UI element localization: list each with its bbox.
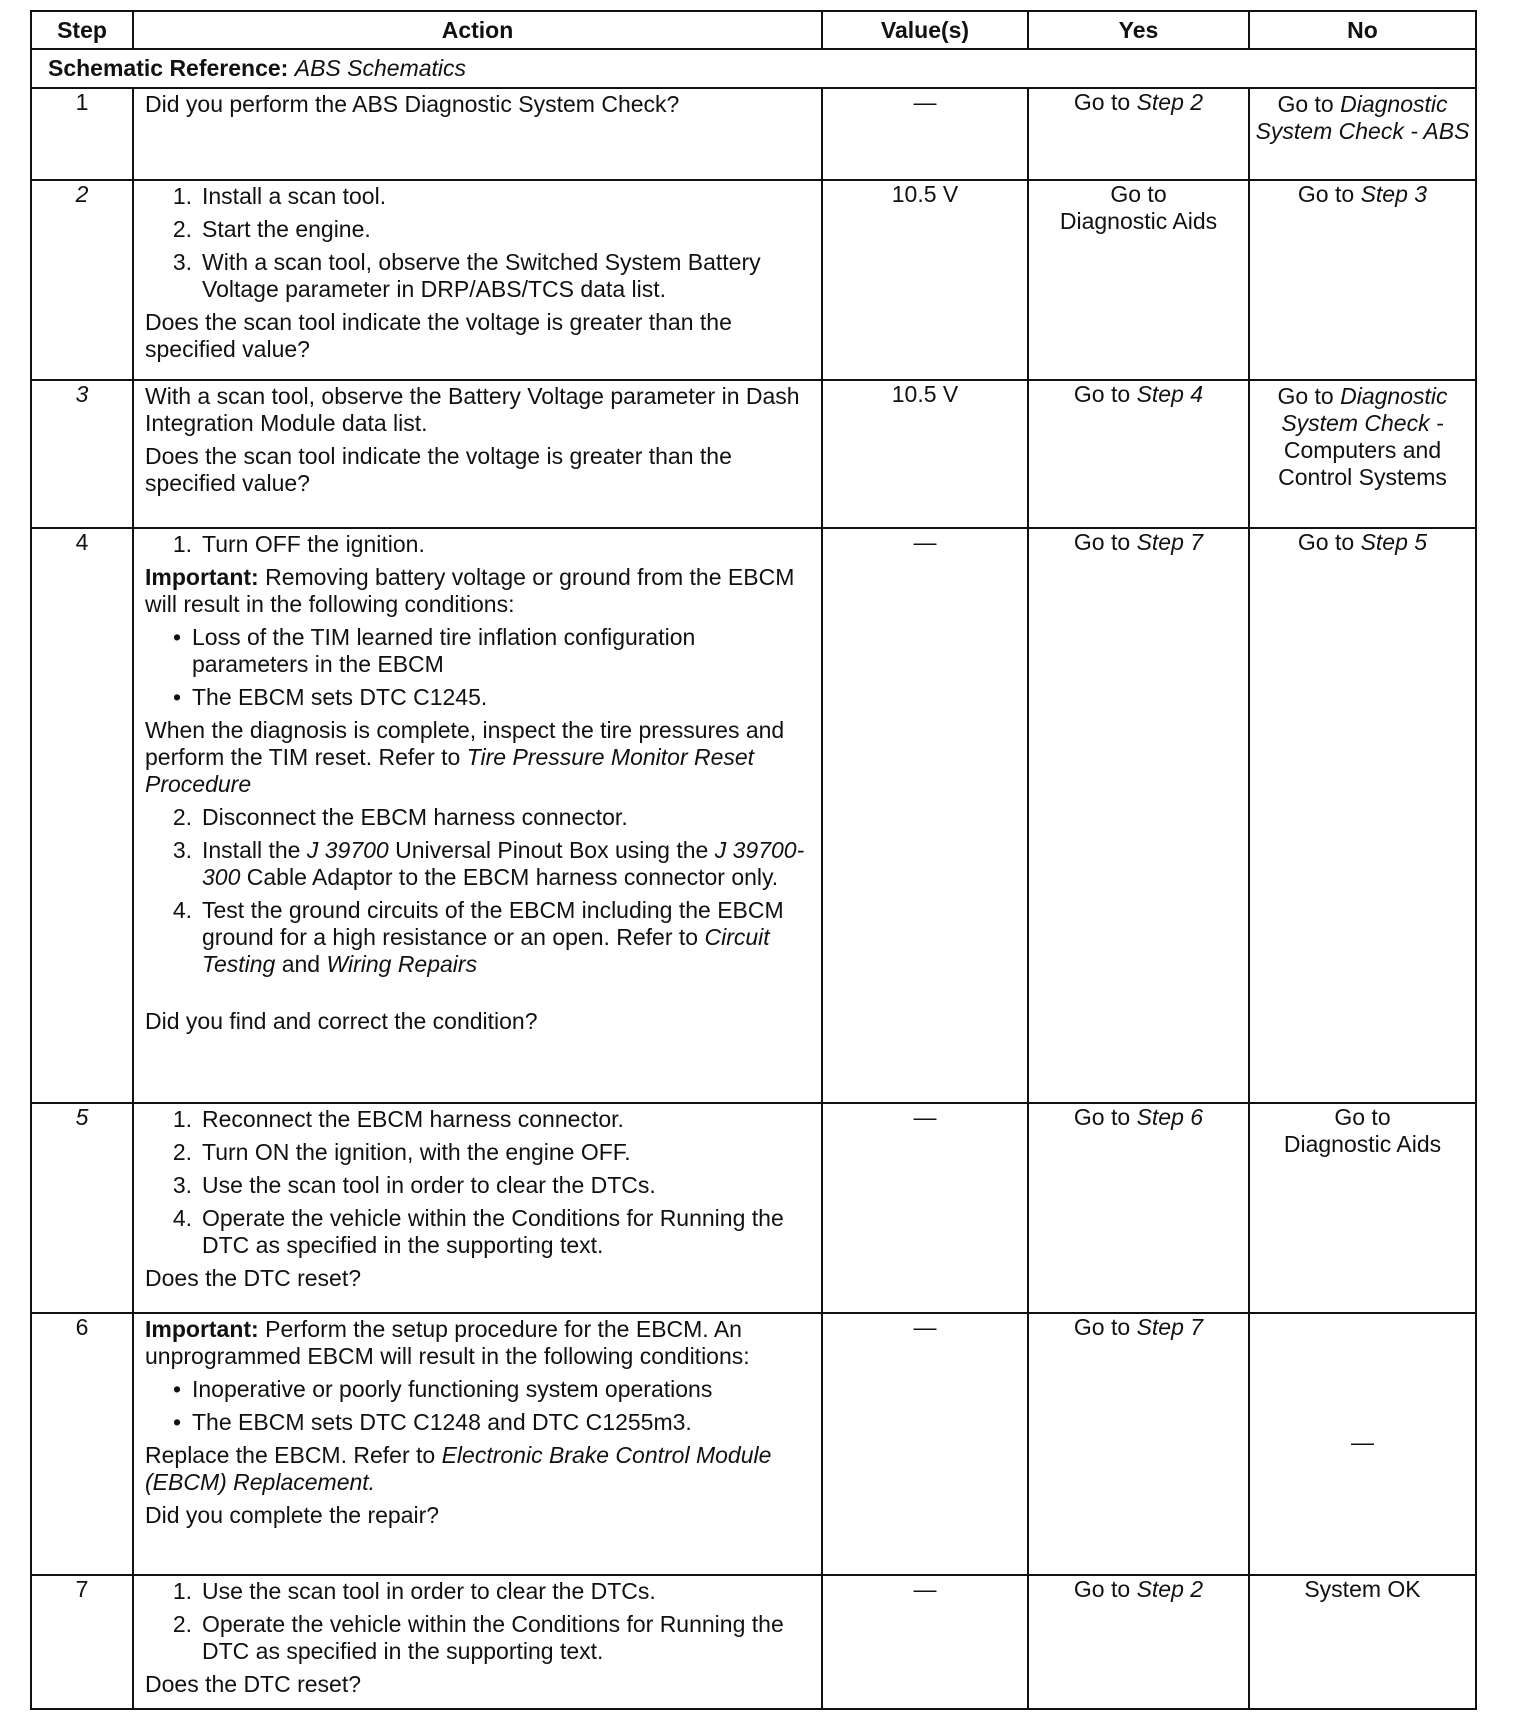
no-procedure-link: Diagnostic System Check - ABS	[1255, 91, 1470, 144]
yes-step-link: Step 2	[1136, 1576, 1204, 1602]
list-item: 1. Install a scan tool.	[172, 183, 387, 209]
action-cell	[133, 1575, 822, 1709]
schematic-link: ABS Schematics	[294, 55, 467, 81]
table-row	[31, 380, 1476, 528]
go-to-label: Go to	[1277, 91, 1334, 117]
header-no: No	[1249, 11, 1476, 49]
yes-cell	[1028, 1575, 1249, 1709]
list-item: 3. With a scan tool, observe the Switched System Battery Voltage parameter in DRP/ABS/TCS data list.	[172, 249, 761, 302]
go-to-label: Go to	[1073, 89, 1131, 115]
important-note: Important: Perform the setup procedure for the EBCM. An unprogrammed EBCM will result in the following conditions:	[145, 1316, 750, 1369]
list-item: 4. Test the ground circuits of the EBCM including the EBCM ground for a high resistance or an open. Refer to Circuit Testing and Wiring Repairs	[172, 897, 784, 977]
action-cell	[133, 1103, 822, 1313]
bullet-item: • Inoperative or poorly functioning system operations	[172, 1376, 713, 1402]
table-row	[31, 1575, 1476, 1709]
no-procedure-text: Computers and Control Systems	[1278, 437, 1447, 490]
table-row	[31, 1313, 1476, 1575]
no-cell	[1249, 180, 1476, 380]
list-item: 3. Install the J 39700 Universal Pinout Box using the J 39700-300 Cable Adaptor to the EBCM harness connector only.	[172, 837, 805, 890]
wiring-repairs-link: Wiring Repairs	[326, 951, 478, 977]
yes-step-link: Step 7	[1136, 529, 1204, 555]
go-to-label: Go to	[1073, 1576, 1131, 1602]
list-item: 2. Start the engine.	[172, 216, 371, 242]
table-row	[31, 528, 1476, 1103]
step-number: 4	[31, 528, 133, 1103]
action-cell	[133, 180, 822, 380]
no-step-link: Step 5	[1360, 529, 1428, 555]
question: Does the DTC reset?	[145, 1671, 362, 1697]
value-cell: 10.5 V	[822, 380, 1028, 528]
go-to-label: Go to	[1073, 1104, 1131, 1130]
question: Does the scan tool indicate the voltage is greater than the specified value?	[145, 309, 732, 362]
value-cell: —	[822, 88, 1028, 180]
go-to-label: Go to	[1297, 529, 1355, 555]
go-to-label: Go to	[1297, 181, 1355, 207]
question: Did you perform the ABS Diagnostic System Check?	[145, 91, 680, 117]
bullet-item: • The EBCM sets DTC C1248 and DTC C1255m3.	[172, 1409, 692, 1435]
circuit-testing-link: Circuit Testing	[202, 924, 770, 977]
yes-step-link: Step 4	[1136, 381, 1204, 407]
go-to-label: Go to	[1110, 181, 1167, 207]
list-item: 4. Operate the vehicle within the Conditions for Running the DTC as specified in the supporting text.	[172, 1205, 784, 1258]
ebcm-replacement-link: Electronic Brake Control Module (EBCM) Replacement.	[145, 1442, 772, 1495]
no-cell	[1249, 88, 1476, 180]
step-number: 1	[31, 88, 133, 180]
step-number: 3	[31, 380, 133, 528]
table-row	[31, 180, 1476, 380]
table-row	[31, 1103, 1476, 1313]
action-cell	[133, 1313, 822, 1575]
no-step-link: Step 3	[1360, 181, 1428, 207]
header-step: Step	[31, 11, 133, 49]
adapter-ref: J 39700-300	[202, 837, 805, 890]
step-number: 6	[31, 1313, 133, 1575]
yes-step-link: Step 7	[1136, 1314, 1204, 1340]
value-cell: —	[822, 1313, 1028, 1575]
no-cell	[1249, 528, 1476, 1103]
value-cell: —	[822, 1103, 1028, 1313]
diagnosis-note: When the diagnosis is complete, inspect the tire pressures and perform the TIM reset. Refer to Tire Pressure Monitor Reset Procedure	[145, 717, 785, 797]
list-item: 1. Reconnect the EBCM harness connector.	[172, 1106, 624, 1132]
instruction-text: With a scan tool, observe the Battery Voltage parameter in Dash Integration Module data list.	[145, 383, 800, 436]
replace-note: Replace the EBCM. Refer to Electronic Brake Control Module (EBCM) Replacement.	[145, 1442, 772, 1495]
no-cell	[1249, 1103, 1476, 1313]
go-to-label: Go to	[1073, 1314, 1131, 1340]
question: Did you find and correct the condition?	[145, 1008, 538, 1034]
yes-cell	[1028, 528, 1249, 1103]
schematic-label: Schematic Reference:	[48, 55, 289, 81]
value-cell: —	[822, 1575, 1028, 1709]
action-cell	[133, 380, 822, 528]
action-cell	[133, 88, 822, 180]
action-cell	[133, 528, 822, 1103]
list-item: 2. Turn ON the ignition, with the engine OFF.	[172, 1139, 631, 1165]
yes-cell	[1028, 1313, 1249, 1575]
no-cell	[1249, 380, 1476, 528]
yes-cell	[1028, 88, 1249, 180]
yes-step-link: Step 6	[1136, 1104, 1204, 1130]
table-row	[31, 88, 1476, 180]
list-item: 3. Use the scan tool in order to clear the DTCs.	[172, 1172, 656, 1198]
no-cell: —	[1249, 1313, 1476, 1575]
list-item: 1. Turn OFF the ignition.	[172, 531, 425, 557]
bullet-item: • Loss of the TIM learned tire inflation configuration parameters in the EBCM	[172, 624, 696, 677]
yes-procedure-link: Diagnostic Aids	[1059, 208, 1218, 234]
bullet-item: • The EBCM sets DTC C1245.	[172, 684, 488, 710]
list-item: 2. Operate the vehicle within the Conditions for Running the DTC as specified in the supporting text.	[172, 1611, 784, 1664]
yes-cell	[1028, 180, 1249, 380]
tire-pressure-link: Tire Pressure Monitor Reset Procedure	[145, 744, 755, 797]
yes-step-link: Step 2	[1136, 89, 1204, 115]
question: Did you complete the repair?	[145, 1502, 440, 1528]
header-row	[31, 11, 1476, 49]
question: Does the scan tool indicate the voltage is greater than the specified value?	[145, 443, 732, 496]
header-action: Action	[133, 11, 822, 49]
list-item: 1. Use the scan tool in order to clear the DTCs.	[172, 1578, 656, 1604]
yes-cell	[1028, 1103, 1249, 1313]
no-procedure-link: Diagnostic System Check -	[1281, 383, 1448, 436]
no-procedure-link: Diagnostic Aids	[1283, 1131, 1442, 1157]
important-note: Important: Removing battery voltage or ground from the EBCM will result in the following conditions:	[145, 564, 795, 617]
yes-cell	[1028, 380, 1249, 528]
value-cell: 10.5 V	[822, 180, 1028, 380]
header-values: Value(s)	[822, 11, 1028, 49]
value-cell: —	[822, 528, 1028, 1103]
diagnostic-table	[30, 10, 1477, 1710]
go-to-label: Go to	[1334, 1104, 1391, 1130]
go-to-label: Go to	[1073, 529, 1131, 555]
go-to-label: Go to	[1073, 381, 1131, 407]
header-yes: Yes	[1028, 11, 1249, 49]
tool-ref: J 39700	[306, 837, 389, 863]
schematic-reference	[31, 49, 1476, 88]
go-to-label: Go to	[1277, 383, 1334, 409]
question: Does the DTC reset?	[145, 1265, 362, 1291]
schematic-row	[31, 49, 1476, 88]
step-number: 7	[31, 1575, 133, 1709]
list-item: 2. Disconnect the EBCM harness connector.	[172, 804, 628, 830]
step-number: 5	[31, 1103, 133, 1313]
step-number: 2	[31, 180, 133, 380]
no-cell: System OK	[1249, 1575, 1476, 1709]
